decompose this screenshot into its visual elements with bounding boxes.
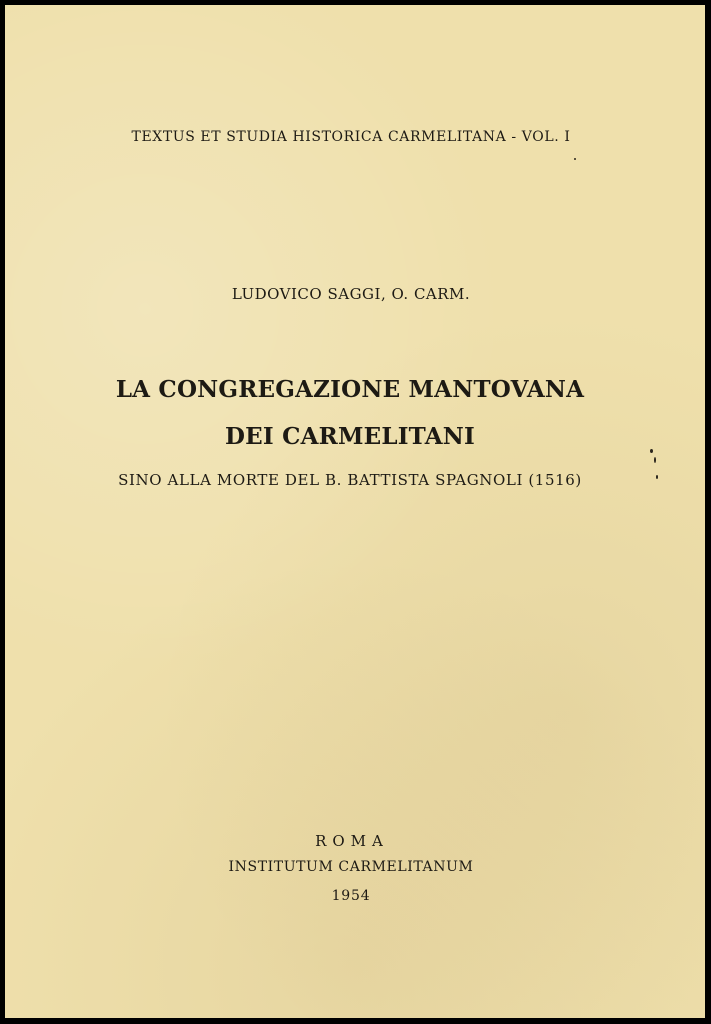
title-page: [5, 5, 705, 1018]
imprint-year: 1954: [331, 888, 371, 904]
book-subtitle: SINO ALLA MORTE DEL B. BATTISTA SPAGNOLI (1516): [118, 471, 582, 489]
paper-speck: [656, 475, 658, 479]
imprint-place: ROMA: [315, 832, 389, 850]
book-title-line-2: DEI CARMELITANI: [225, 423, 475, 450]
paper-speck: [650, 449, 653, 453]
book-title-line-1: LA CONGREGAZIONE MANTOVANA: [115, 376, 585, 403]
paper-speck: [574, 158, 576, 160]
series-title: TEXTUS ET STUDIA HISTORICA CARMELITANA - VOL. I: [131, 129, 571, 145]
imprint-publisher: INSTITUTUM CARMELITANUM: [228, 859, 474, 875]
author-name: LUDOVICO SAGGI, O. CARM.: [231, 285, 471, 303]
paper-speck: [654, 457, 656, 463]
